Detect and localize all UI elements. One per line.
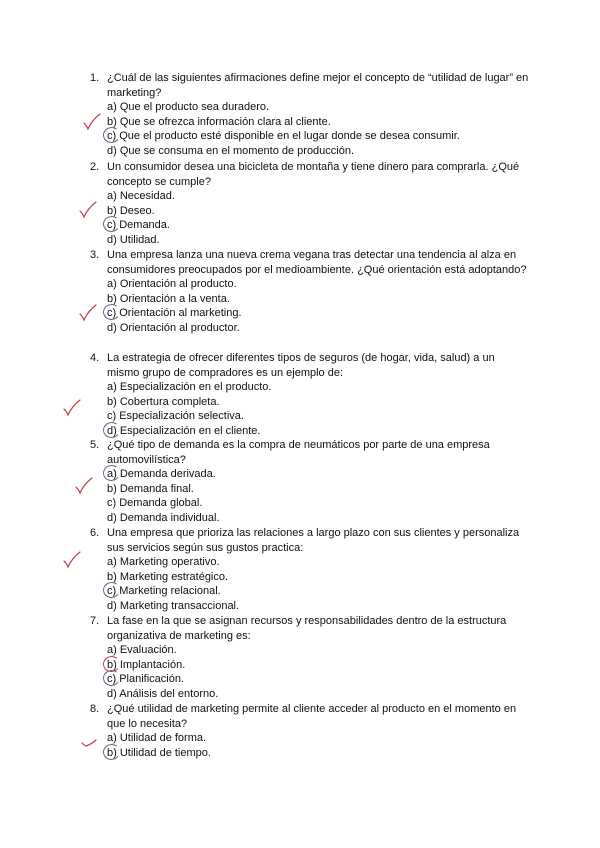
question-number: 1. (90, 72, 100, 84)
option-a: a) Utilidad de forma. (107, 732, 207, 745)
option-b: b) Deseo. (107, 204, 155, 217)
question-text: Un consumidor desea una bicicleta de montaña y tiene dinero para comprarla. ¿Qué concepto se cumple? (107, 161, 520, 188)
option-c-selected: c) Planificación. (107, 672, 530, 687)
question-number: 2. (90, 161, 100, 173)
checkmark-icon (62, 550, 82, 570)
question-text: Una empresa lanza una nueva crema vegana tras detectar una tendencia al alza en consumidores preocupados por el medioambiente. ¿Qué orientación está adoptando? (107, 249, 527, 276)
option-d-selected: d) Especialización en el cliente. (107, 424, 530, 439)
question-2 (90, 160, 530, 248)
question-text: La estrategia de ofrecer diferentes tipos de seguros (de hogar, vida, salud) a un mismo grupo de compradores es un ejemplo de: (107, 352, 495, 379)
checkmark-icon (82, 112, 102, 132)
question-number: 6. (90, 527, 100, 539)
question-7 (90, 614, 530, 702)
option-a: a) Especialización en el producto. (107, 381, 272, 394)
question-8 (90, 702, 530, 760)
option-a: a) Necesidad. (107, 190, 175, 203)
option-b: b) Marketing estratégico. (107, 570, 229, 583)
question-number: 7. (90, 615, 100, 627)
option-d: d) Utilidad. (107, 233, 160, 246)
option-c-selected: c) Demanda. (107, 218, 530, 233)
question-5 (90, 438, 530, 526)
option-b: b) Cobertura completa. (107, 395, 220, 408)
option-d: d) Demanda individual. (107, 511, 220, 524)
checkmark-icon (74, 476, 94, 496)
option-c-selected: c) Orientación al marketing. (107, 306, 530, 321)
option-b: b) Demanda final. (107, 482, 194, 495)
question-1 (90, 71, 530, 159)
option-c: c) Demanda global. (107, 497, 203, 510)
checkmark-icon (78, 303, 98, 323)
question-text: Una empresa que prioriza las relaciones a largo plazo con sus clientes y personaliza sus servicios según sus gustos practica: (107, 527, 520, 554)
question-number: 8. (90, 703, 100, 715)
option-a: a) Orientación al producto. (107, 278, 237, 291)
question-text: ¿Qué utilidad de marketing permite al cliente acceder al producto en el momento en que lo necesita? (107, 703, 517, 730)
question-text: ¿Qué tipo de demanda es la compra de neumáticos por parte de una empresa automovilística? (107, 439, 490, 466)
option-b: b) Que se ofrezca información clara al cliente. (107, 115, 331, 128)
question-4 (90, 351, 530, 439)
option-a: a) Evaluación. (107, 644, 177, 657)
question-6 (90, 526, 530, 614)
option-d: d) Que se consuma en el momento de producción. (107, 144, 355, 157)
question-number: 5. (90, 439, 100, 451)
option-d: d) Análisis del entorno. (107, 687, 219, 700)
question-3 (90, 248, 530, 336)
checkmark-icon (78, 200, 98, 220)
question-number: 3. (90, 249, 100, 261)
option-c-selected: c) Que el producto esté disponible en el lugar donde se desea consumir. (107, 129, 530, 144)
checkmark-icon (62, 398, 82, 418)
option-a: a) Que el producto sea duradero. (107, 101, 270, 114)
option-d: d) Orientación al productor. (107, 321, 240, 334)
option-b-selected: b) Utilidad de tiempo. (107, 746, 530, 761)
option-a: a) Marketing operativo. (107, 556, 220, 569)
option-b-marked: b) Implantación. (107, 658, 530, 673)
question-number: 4. (90, 352, 100, 364)
question-text: ¿Cuál de las siguientes afirmaciones define mejor el concepto de “utilidad de lugar” en marketing? (107, 72, 529, 99)
checkmark-icon (80, 734, 100, 754)
option-c-selected: c) Marketing relacional. (107, 584, 530, 599)
option-b: b) Orientación a la venta. (107, 292, 230, 305)
question-text: La fase en la que se asignan recursos y responsabilidades dentro de la estructura organizativa de marketing es: (107, 615, 507, 642)
option-c: c) Especialización selectiva. (107, 410, 244, 423)
option-d: d) Marketing transaccional. (107, 599, 240, 612)
option-a-selected: a) Demanda derivada. (107, 467, 530, 482)
